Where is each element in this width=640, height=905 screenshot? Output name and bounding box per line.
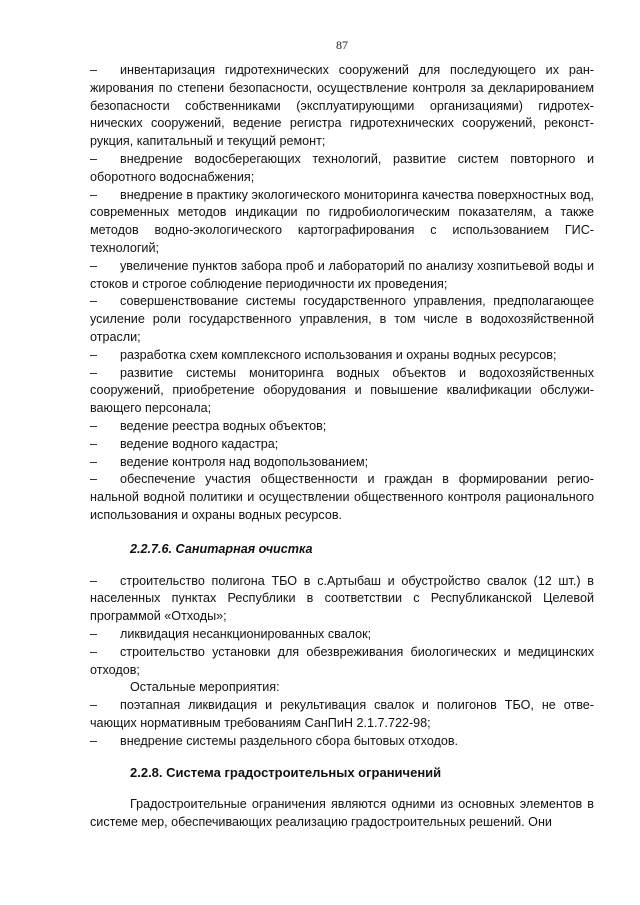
list-item-text: совершенствование системы государственного управления, предполагающее усиление роли государственного управления, в том числе в водохозяйственной отрасли; <box>90 294 594 344</box>
list-item-text: ведение водного кадастра; <box>120 436 279 451</box>
list-item-text: внедрение системы раздельного сбора бытовых отходов. <box>120 733 459 748</box>
dash-marker: – <box>90 626 98 641</box>
page-number: 87 <box>336 38 348 52</box>
list-item-text: поэтапная ликвидация и рекультивация свалок и полигонов ТБО, не отвечающих нормативным требованиям СанПиН 2.1.7.722-98; <box>90 698 594 730</box>
list-item-text: ликвидация несанкционированных свалок; <box>120 626 372 641</box>
list-item <box>90 573 594 626</box>
dash-marker: – <box>90 347 98 362</box>
list-item <box>90 697 594 733</box>
list-item <box>90 187 594 258</box>
measures-list-sanitary <box>90 573 594 680</box>
list-item-text: ведение реестра водных объектов; <box>120 418 327 433</box>
list-item <box>90 258 594 294</box>
list-item-text: инвентаризация гидротехнических сооружений для последующего их ранжирования по степени безопасности, осуществление контроля за декларированием безопасности собственниками (эксплуатирующими организациями) гидротехнических сооружений, ведение регистра гидротехнических сооружений, реконструкция, капитальный и текущий ремонт; <box>90 63 594 149</box>
dash-marker: – <box>90 472 98 487</box>
section-heading-sanitary: 2.2.7.6. Санитарная очистка <box>130 541 313 556</box>
dash-marker: – <box>90 573 98 588</box>
list-item <box>90 151 594 187</box>
list-item-text: ведение контроля над водопользованием; <box>120 454 369 469</box>
dash-marker: – <box>90 436 98 451</box>
list-item <box>90 418 594 436</box>
other-measures-label: Остальные мероприятия: <box>130 680 280 695</box>
dash-marker: – <box>90 454 98 469</box>
dash-marker: – <box>90 365 98 380</box>
dash-marker: – <box>90 258 98 273</box>
measures-list-water <box>90 62 594 525</box>
dash-marker: – <box>90 187 98 202</box>
list-item-text: строительство полигона ТБО в с.Артыбаш и обустройство свалок (12 шт.) в населенных пунктах Республики в соответствии с Республиканской Целевой программой «Отходы»; <box>90 573 594 624</box>
dash-marker: – <box>90 644 98 659</box>
list-item <box>90 347 594 365</box>
list-item-text: строительство установки для обезвреживания биологических и медицинских отходов; <box>90 644 594 677</box>
list-item <box>90 454 594 472</box>
list-item <box>90 471 594 524</box>
dash-marker: – <box>90 698 98 713</box>
list-item <box>90 733 594 751</box>
list-item-text: обеспечение участия общественности и граждан в формировании региональной водной политики и осуществлении общественного контроля рационального использования и охраны водных ресурсов. <box>90 472 594 522</box>
list-item-text: разработка схем комплексного использования и охраны водных ресурсов; <box>120 347 557 362</box>
list-item <box>90 644 594 680</box>
dash-marker: – <box>90 63 98 77</box>
list-item-text: внедрение водосберегающих технологий, развитие систем повторного и оборотного водоснабжения; <box>90 151 594 184</box>
section-heading-urban-restrictions: 2.2.8. Система градостроительных ограничений <box>130 765 442 781</box>
dash-marker: – <box>90 294 98 309</box>
list-item <box>90 365 594 418</box>
list-item-text: увеличение пунктов забора проб и лабораторий по анализу хозпитьевой воды и стоков и строгое соблюдение периодичности их проведения; <box>90 258 594 291</box>
measures-list-other <box>90 697 594 750</box>
dash-marker: – <box>90 418 98 433</box>
list-item-text: внедрение в практику экологического мониторинга качества поверхностных вод, современных методов индикации по гидробиологическим показателям, а также методов водно-экологического картографирования с использованием ГИС-технологий; <box>90 187 594 255</box>
body-paragraph: Градостроительные ограничения являются одними из основных элементов в системе мер, обеспечивающих реализацию градостроительных решений. Они <box>90 797 594 830</box>
list-item <box>90 293 594 346</box>
list-item-text: развитие системы мониторинга водных объектов и водохозяйственных сооружений, приобретение оборудования и повышение квалификации обслуживающего персонала; <box>90 365 594 416</box>
list-item <box>90 626 594 644</box>
dash-marker: – <box>90 733 98 748</box>
dash-marker: – <box>90 151 98 166</box>
list-item <box>90 436 594 454</box>
list-item <box>90 62 594 151</box>
